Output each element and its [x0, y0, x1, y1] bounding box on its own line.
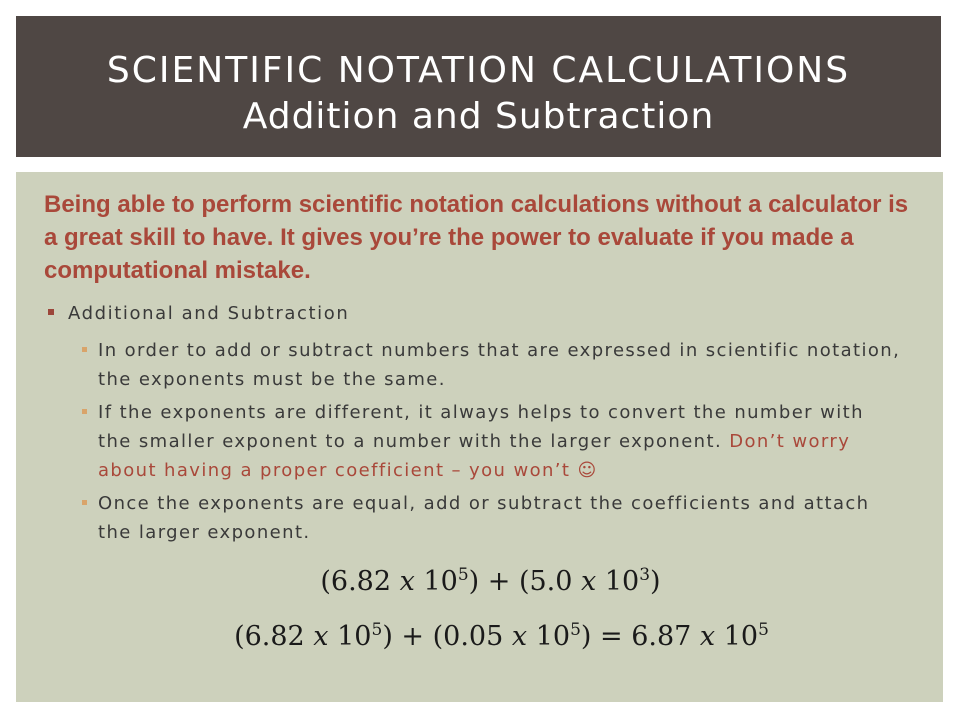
sub-bullet-3	[82, 489, 902, 547]
equation-1: (6.82 x $10^5) + (5.0$ x $10^3$)	[320, 565, 661, 597]
bullet-main-text: Additional and Subtraction	[68, 303, 350, 324]
content-panel	[16, 172, 943, 702]
bullet-square-icon	[82, 500, 87, 505]
sub-bullet-note: Don’t worry about having a proper coefficient – you won’t	[98, 431, 851, 481]
bullet-square-icon	[48, 309, 54, 315]
bullet-square-icon	[82, 347, 87, 352]
smiley-icon: ☺	[577, 460, 598, 481]
bullet-main	[48, 300, 349, 328]
slide-title: SCIENTIFIC NOTATION CALCULATIONS	[106, 50, 851, 91]
sub-bullet-text: If the exponents are different, it always helps to convert the number with the smaller exponent to a number with the larger exponent.	[98, 402, 864, 452]
slide-subtitle: Addition and Subtraction	[242, 96, 715, 137]
bullet-square-icon	[82, 409, 87, 414]
sub-bullet-1	[82, 336, 902, 394]
intro-paragraph: Being able to perform scientific notation calculations without a calculator is a great skill to have. It gives you’re the power to evaluate if you made a computational mistake.	[44, 191, 909, 284]
title-bar	[16, 16, 941, 157]
sub-bullet-text: In order to add or subtract numbers that are expressed in scientific notation, the exponents must be the same.	[98, 340, 901, 390]
sub-bullet-text: Once the exponents are equal, add or subtract the coefficients and attach the larger exponent.	[98, 493, 870, 543]
sub-bullet-2	[82, 398, 902, 485]
equation-2: (6.82 x $10^5) + (0.05$ x $10^5) = 6.87$ x $10^5$	[234, 620, 769, 652]
